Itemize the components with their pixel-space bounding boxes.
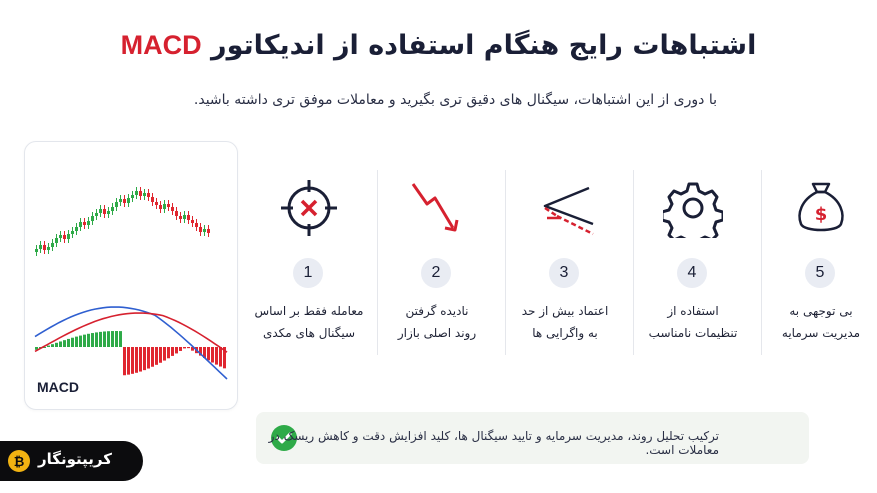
mistake-item-3 xyxy=(506,170,624,355)
histogram-bar xyxy=(131,347,134,374)
mistake-label-line1: بی توجهی به xyxy=(789,304,853,318)
mistake-number: 4 xyxy=(677,258,707,288)
logo-text: کریپتونگار xyxy=(38,450,112,468)
mistake-label xyxy=(250,300,368,344)
mistake-number: 1 xyxy=(293,258,323,288)
mistake-label-line2: تنظیمات نامناسب xyxy=(648,326,738,340)
candle-body xyxy=(163,204,166,209)
summary-note-text: ترکیب تحلیل روند، مدیریت سرمایه و تایید سیگنال ها، کلید افزایش دقت و کاهش ریسک در معاملات است. xyxy=(268,429,719,457)
histogram-bar xyxy=(127,347,130,375)
downtrend-arrow-icon xyxy=(407,178,467,238)
chart-label: MACD xyxy=(37,379,79,395)
histogram-bar xyxy=(183,347,186,348)
candle-body xyxy=(207,229,210,233)
candle-body xyxy=(67,234,70,239)
mistake-item-2 xyxy=(378,170,496,355)
mistake-label-line2: روند اصلی بازار xyxy=(397,326,477,340)
candle-body xyxy=(75,227,78,231)
histogram-bar xyxy=(187,347,190,348)
candle-body xyxy=(55,238,58,243)
candle-body xyxy=(95,213,98,216)
candle-body xyxy=(139,191,142,196)
mistake-label xyxy=(634,300,752,344)
mistake-label-line1: اعتماد بیش از حد xyxy=(521,304,609,318)
gear-icon xyxy=(663,178,723,238)
mistake-number: 2 xyxy=(421,258,451,288)
mistake-label-line2: مدیریت سرمایه xyxy=(781,326,861,340)
histogram-bar xyxy=(103,331,106,347)
histogram-bar xyxy=(75,337,78,347)
candle-body xyxy=(103,209,106,214)
summary-note xyxy=(256,412,809,464)
histogram-bar xyxy=(179,347,182,351)
candle-body xyxy=(155,202,158,205)
candle-body xyxy=(203,229,206,232)
candle-body xyxy=(147,193,150,197)
title-brand: MACD xyxy=(120,30,202,60)
candle-body xyxy=(175,211,178,216)
candle-body xyxy=(191,220,194,223)
mistake-label-line2: سیگنال های مکدی xyxy=(262,326,356,340)
candle-body xyxy=(87,221,90,225)
mistake-label-line2: به واگرایی ها xyxy=(532,326,598,340)
histogram-bar xyxy=(91,333,94,347)
mistake-number: 5 xyxy=(805,258,835,288)
mistake-label-line1: نادیده گرفتن xyxy=(405,304,469,318)
candle-body xyxy=(99,209,102,213)
candle-body xyxy=(151,197,154,202)
histogram-bar xyxy=(115,331,118,347)
histogram-bar xyxy=(63,340,66,347)
mistake-label xyxy=(762,300,877,344)
candle-body xyxy=(79,222,82,227)
divergence-lines-icon xyxy=(535,178,595,238)
candle-body xyxy=(59,235,62,238)
histogram-bar xyxy=(95,332,98,347)
candle-body xyxy=(171,207,174,211)
histogram-bar xyxy=(139,347,142,372)
candle-body xyxy=(179,216,182,219)
histogram-bar xyxy=(119,331,122,347)
macd-chart-illustration xyxy=(25,142,237,409)
brand-logo xyxy=(0,441,143,481)
mistake-label-line1: معامله فقط بر اساس xyxy=(254,304,364,318)
mistake-label xyxy=(506,300,624,344)
candle-body xyxy=(131,195,134,198)
histogram-bar xyxy=(151,347,154,367)
page-subtitle: با دوری از این اشتباهات، سیگنال های دقیق تری بگیرید و معاملات موفق تری داشته باشید. xyxy=(193,92,717,108)
mistakes-list xyxy=(250,170,861,355)
page-title xyxy=(0,30,877,61)
histogram-bar xyxy=(159,347,162,363)
histogram-bar xyxy=(167,347,170,358)
histogram-bar xyxy=(87,334,90,347)
histogram-bar xyxy=(171,347,174,356)
histogram-bar xyxy=(147,347,150,369)
candle-body xyxy=(115,202,118,207)
candle-body xyxy=(35,249,38,252)
histogram-bar xyxy=(211,347,214,363)
candle-body xyxy=(39,245,42,249)
logo-mark-icon xyxy=(8,450,30,472)
histogram-bar xyxy=(111,331,114,347)
candle-body xyxy=(123,199,126,203)
candle-body xyxy=(111,207,114,211)
histogram-bar xyxy=(143,347,146,370)
histogram-bar xyxy=(123,347,126,375)
candle-body xyxy=(119,199,122,202)
histogram-bar xyxy=(219,347,222,367)
mistake-number: 3 xyxy=(549,258,579,288)
candle-body xyxy=(83,222,86,225)
histogram-bar xyxy=(155,347,158,365)
title-text: اشتباهات رایج هنگام استفاده از اندیکاتور xyxy=(211,30,757,61)
candle-body xyxy=(143,193,146,196)
candle-body xyxy=(63,235,66,239)
candle-body xyxy=(187,215,190,220)
mistake-item-5 xyxy=(762,170,877,355)
money-bag-icon xyxy=(791,178,851,238)
candle-body xyxy=(51,243,54,247)
candle-body xyxy=(199,227,202,232)
mistake-item-4 xyxy=(634,170,752,355)
histogram-bar xyxy=(163,347,166,361)
candle-body xyxy=(71,231,74,234)
candle-body xyxy=(195,223,198,227)
histogram-bar xyxy=(215,347,218,365)
histogram-bar xyxy=(79,336,82,347)
histogram-bar xyxy=(59,341,62,347)
histogram-bar xyxy=(83,335,86,347)
histogram-bar xyxy=(99,332,102,347)
histogram-bar xyxy=(67,339,70,347)
candle-body xyxy=(43,245,46,250)
svg-text:$: $ xyxy=(814,204,828,225)
mistake-label-line1: استفاده از xyxy=(667,304,719,318)
candle-body xyxy=(183,215,186,219)
histogram-bar xyxy=(175,347,178,353)
candle-body xyxy=(47,247,50,250)
candle-body xyxy=(135,191,138,195)
candle-body xyxy=(167,204,170,207)
histogram-bar xyxy=(47,346,50,347)
candle-body xyxy=(107,211,110,214)
mistake-label xyxy=(378,300,496,344)
svg-text:₿: ₿ xyxy=(13,455,25,470)
candle-body xyxy=(127,198,130,203)
histogram-bar xyxy=(107,331,110,347)
macd-chart-card xyxy=(24,141,238,410)
histogram-bar xyxy=(207,347,210,360)
candle-body xyxy=(159,205,162,209)
mistake-item-1 xyxy=(250,170,368,355)
candle-body xyxy=(91,216,94,221)
histogram-bar xyxy=(51,344,54,347)
crosshair-x-icon xyxy=(279,178,339,238)
histogram-bar xyxy=(55,343,58,347)
histogram-bar xyxy=(71,338,74,347)
histogram-bar xyxy=(135,347,138,373)
